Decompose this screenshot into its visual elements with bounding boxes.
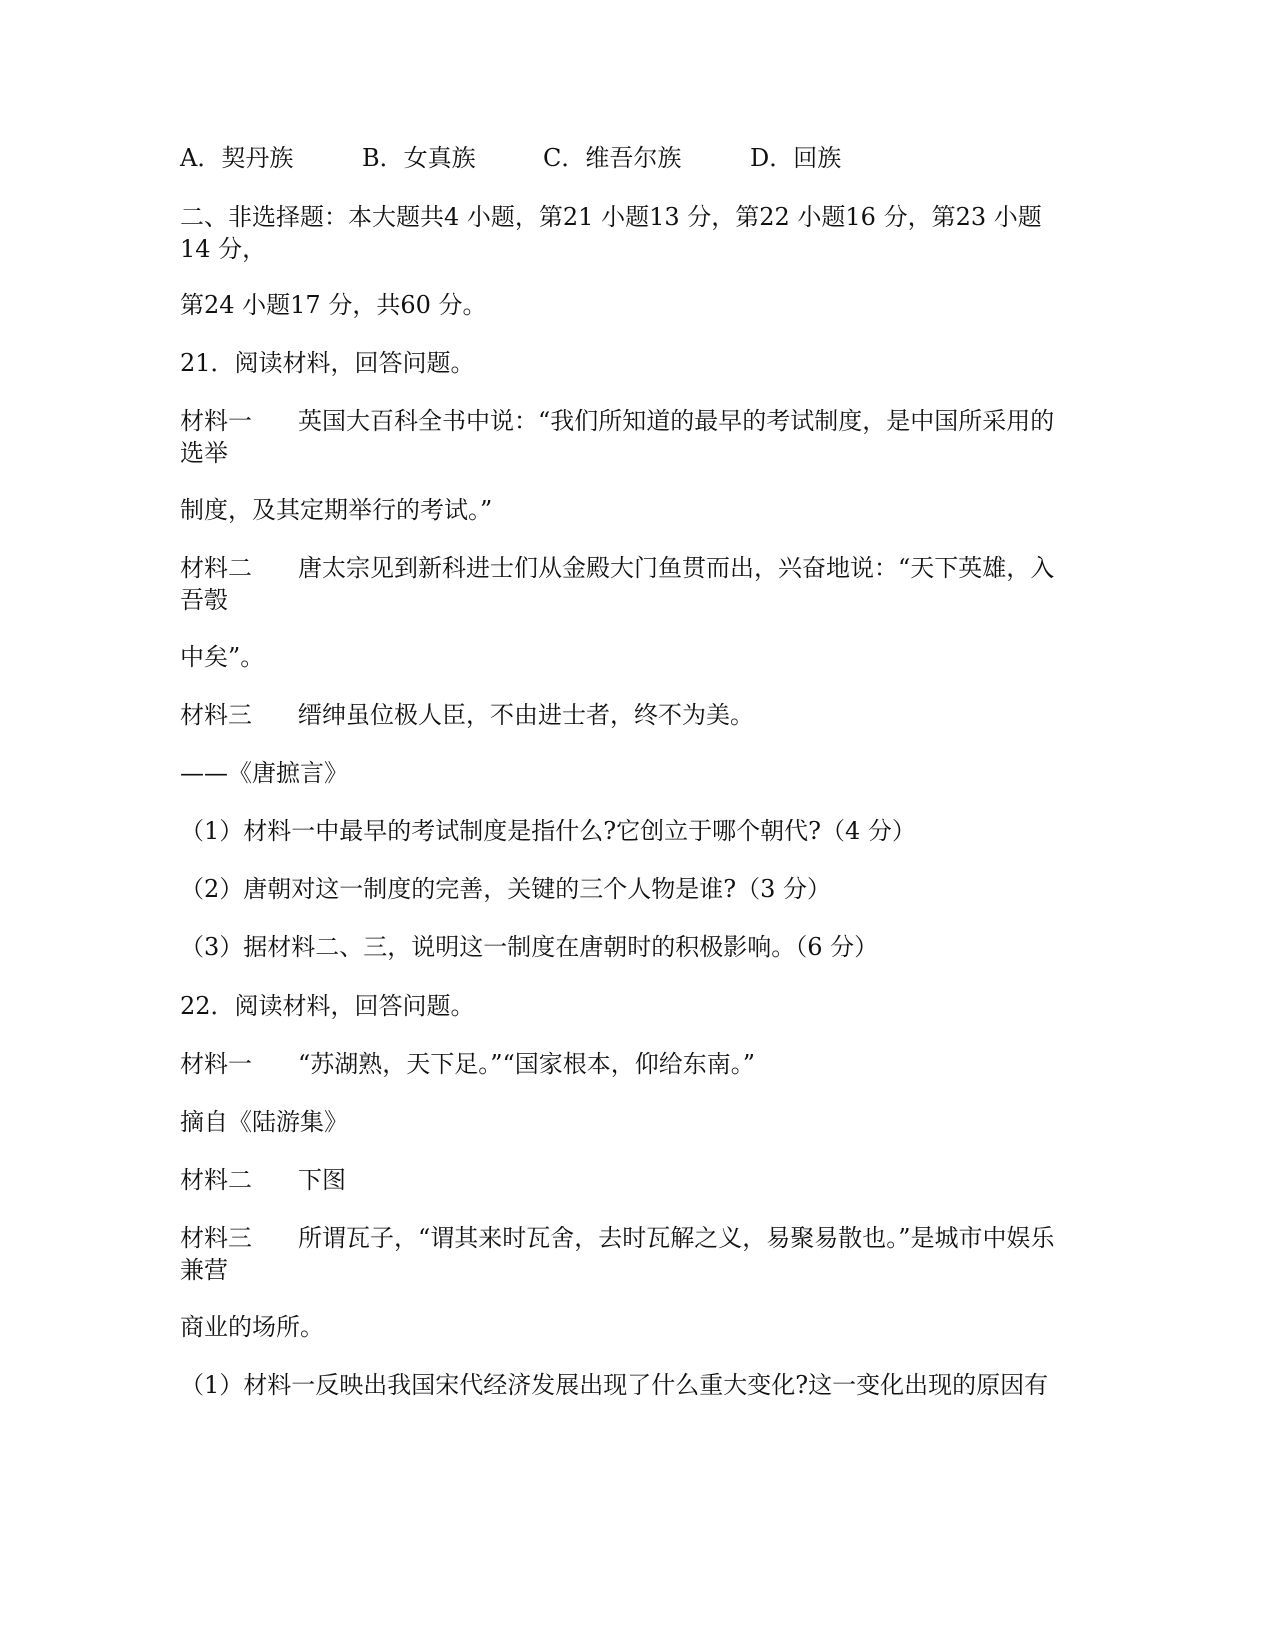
q21-material-1 <box>180 405 1060 469</box>
q21-sub-1: （1）材料一中最早的考试制度是指什么?它创立于哪个朝代?（4 分） <box>180 817 916 845</box>
material-text: 所谓瓦子，“谓其来时瓦舍，去时瓦解之义，易聚易散也。”是城市中娱乐兼营 <box>180 1224 1055 1284</box>
q21-material-2 <box>180 552 1060 616</box>
section-heading: 二、非选择题：本大题共4 小题，第21 小题13 分，第22 小题16 分，第23 小题14 分， <box>180 203 1042 263</box>
material-label: 材料三 <box>180 701 252 729</box>
material-text: 英国大百科全书中说：“我们所知道的最早的考试制度，是中国所采用的选举 <box>180 407 1055 467</box>
q22-material-3-cont: 商业的场所。 <box>180 1313 324 1341</box>
q22-material-3 <box>180 1222 1060 1286</box>
q21-sub-2: （2）唐朝对这一制度的完善，关键的三个人物是谁?（3 分） <box>180 875 832 903</box>
q21-material-3 <box>180 699 1060 731</box>
q22-sub-1: （1）材料一反映出我国宋代经济发展出现了什么重大变化?这一变化出现的原因有 <box>180 1371 1049 1399</box>
material-text: “苏湖熟，天下足。”“国家根本，仰给东南。” <box>298 1050 756 1078</box>
q21-source: ——《唐摭言》 <box>180 759 348 787</box>
q21-sub-3: （3）据材料二、三，说明这一制度在唐朝时的积极影响。（6 分） <box>180 933 879 961</box>
section-heading-cont: 第24 小题17 分，共60 分。 <box>180 291 487 319</box>
option-d: D．回族 <box>750 144 842 172</box>
q21-material-2-cont: 中矣”。 <box>180 643 265 671</box>
q22-material-1 <box>180 1048 1060 1080</box>
material-text: 下图 <box>298 1166 346 1194</box>
option-b: B．女真族 <box>362 144 476 172</box>
q22-source: 摘自《陆游集》 <box>180 1108 348 1136</box>
material-label: 材料二 <box>180 554 252 582</box>
question-21-stem: 21．阅读材料，回答问题。 <box>180 349 475 377</box>
q21-material-1-cont: 制度，及其定期举行的考试。” <box>180 496 493 524</box>
material-label: 材料一 <box>180 1050 252 1078</box>
material-text: 缙绅虽位极人臣，不由进士者，终不为美。 <box>298 701 754 729</box>
option-a: A．契丹族 <box>180 144 294 172</box>
question-22-stem: 22．阅读材料，回答问题。 <box>180 992 475 1020</box>
material-label: 材料二 <box>180 1166 252 1194</box>
q22-material-2 <box>180 1164 1060 1196</box>
material-text: 唐太宗见到新科进士们从金殿大门鱼贯而出，兴奋地说：“天下英雄，入吾彀 <box>180 554 1055 614</box>
material-label: 材料一 <box>180 407 252 435</box>
option-c: C．维吾尔族 <box>543 144 682 172</box>
material-label: 材料三 <box>180 1224 252 1252</box>
